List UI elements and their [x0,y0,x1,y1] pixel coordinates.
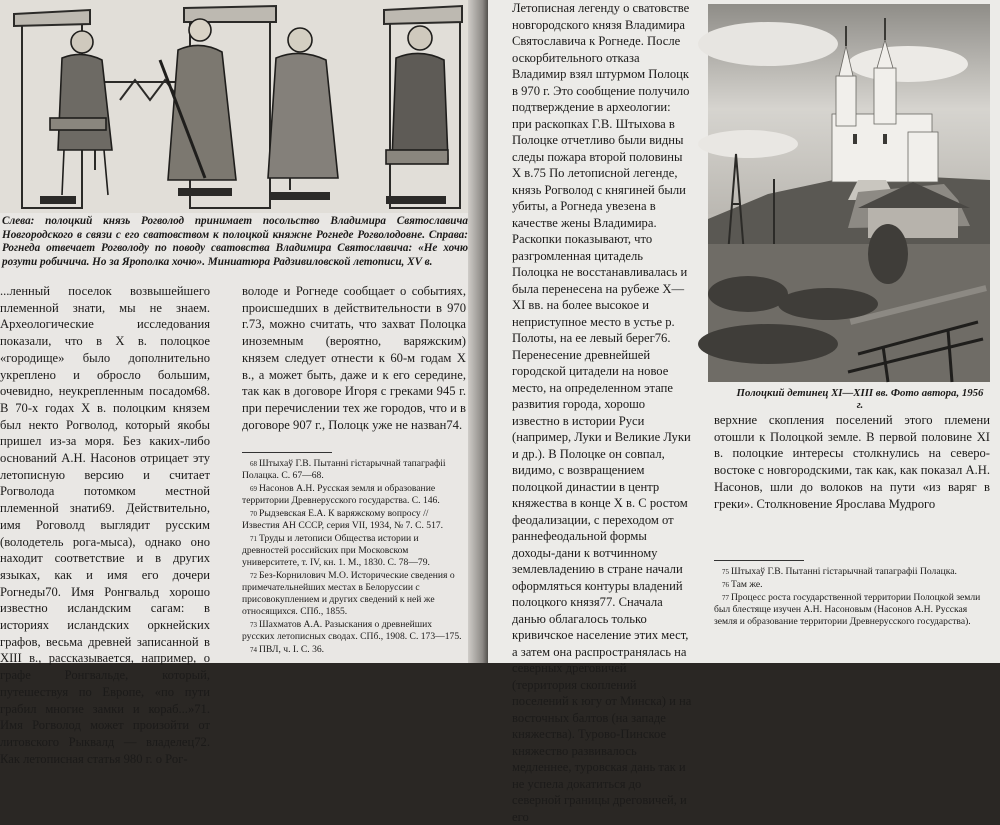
footnote: $^{77}$ Процесс роста государственной территории Полоцкой земли был блестяще изучен А.Н. Насоновым (Насонов А.Н. Русская земля и образование территории Древнерусского государства). [714,592,981,627]
footnote: $^{74}$ ПВЛ, ч. I. С. 36. [250,644,325,655]
left-column-text: ...ленный поселок возвышейшего племенной знати, мы не знаем. Археологические исследования показали, что в X в. полоцкое «городище» было дополнительно укреплено и обросло большим, очевидно, неукрепленным посадом68. В 70-х годах X в. полоцким князем был некто Рогволод, который якобы пришел из-за моря. Без каких-либо оснований А.Н. Насонов отрицает эту летописную версию и считает Рогволода потомком местной племенной знати69. Действительно, имя Роговолд выглядит русским (володетель рога-мыса), однако оно находит соответствие и в других языках, как и имя его дочери Рогнеды70. Имя Ронгвальд хорошо известно исландским сагам: в историях исландских оркнейских графов, весьма древней записанной в XIII в., рассказывается, например, о графе Ронгвальде, который, путешествуя по Европе, «по пути грабил многие замки и кораб...»71. Имя Рогволод может произойти от литовского Рыквалд — владелец72. Как летописная статья 980 г. о Рог- [0,284,210,766]
footnote: $^{73}$ Шахматов А.А. Разыскания о древнейших русских летописных сводах. СПб., 1908. С. 173—175. [242,619,462,642]
miniature-icon [0,0,470,213]
right-column-text: Летописная легенду о сватовстве новгородского князя Владимира Святославича к Рогнеде. После оскорбительного отказа Владимир взял штурмом Полоцк в 970 г. Это сообщение получило подтверждение в археологии: при раскопках Г.В. Штыхова в Полоцке отчетливо были видны следы пожара второй половины X в.75 По летописной легенде, князь Рогволод с княгиней были убиты, а Рогнеда увезена в качестве жены Владимира. Раскопки показывают, что разгромленная цитадель Полоцка не восстанавливалась и была перенесена на рубеже X—XI вв. на более высокое и неприступное место в устье р. Полоты, на ее левый берег76. Перенесение древнейшей городской цитадели на новое место, на определенном этапе развития города, хорошо известно в истории Руси (например, Луки и Великие Луки и др.). В Полоцке он совпал, видимо, с возвращением полоцкой династии в центр княжества в конце X в. С ростом феодализации, с переходом от раннефеодальной формы доходы-дани к вотчинному землевладению в стране начали оформляться контуры владений полоцкого князя77. Сначала данью облагалось только кривичское население этих мест, а затем она распространялась на северных дреговичей (территория скоплений поселений к югу от Минска) и на восточных балтов (на западе княжества). Турово-Пинское княжество развивалось медленнее, туровская дань так и не успела докатиться до северной границы дреговичей, и его [512,1,692,824]
footnote: $^{68}$ Штыхаў Г.В. Пытанні гістарычнай тапаграфіі Полацка. С. 67—68. [242,458,446,481]
footnote: $^{76}$ Там же. [722,579,763,590]
footnote: $^{69}$ Насонов А.Н. Русская земля и образование территории Древнерусского государства. С. 146. [242,483,440,506]
left-page [0,0,478,766]
footnote: $^{71}$ Труды и летописи Общества истории и древностей российских при Московском университете, т. IV, кн. 1. М., 1830. С. 78—79. [242,533,430,568]
footnote-rule [714,560,804,561]
footnote: $^{72}$ Без-Корнилович М.О. Исторические сведения о примечательнейших местах в Белоруссии с присовокуплением и других сведений к ней же относящихся. СПб., 1855. [242,570,455,617]
footnotes-right [714,566,990,629]
polotsk-photo [708,4,990,382]
footnote-rule [242,452,332,453]
radziwill-miniature-illustration [0,0,470,213]
right-lower-column-text: верхние скопления поселений этого племени отошли к Полоцкой земле. В первой половине XI в. полоцкие интересы столкнулись на северо-востоке с новгородскими, так как, как показал А.Н. Насонов, шли до волоков на пути «из варяг в греки». Столкновение Ярослава Мудрого [714,413,990,511]
middle-column-text: володе и Рогнеде сообщает о событиях, происшедших в действительности в 970 г.73, можно считать, что захват Полоцка иноземным (вероятно, варяжским) князем следует отнести к 60-м годам X в., а может быть, даже и к его середине, так как в договоре Игоря с греками 945 г. при перечислении тех же городов, что и в договоре 907 г., Полоцк уже не назван74. [242,284,466,432]
footnote: $^{75}$ Штыхаў Г.В. Пытанні гістарычнай тапаграфіі Полацка. [722,566,957,577]
miniature-caption: Слева: полоцкий князь Рогволод принимает посольство Владимира Святославича Новгородского в связи с его сватовством к полоцкой княжне Рогнеде Рогволодовне. Справа: Рогнеда отвечает Рогволоду по поводу сватовства Владимира Святославича: «Не хочю розути робичича. Но за Ярополка хочю». Миниатюра Радзивиловской летописи, XV в. [2,215,468,268]
photo-caption: Полоцкий детинец XI—XIII вв. Фото автора, 1956 г. [736,387,984,411]
footnote: $^{70}$ Рыдзевская Е.А. К варяжскому вопросу // Известия АН СССР, серия VII, 1934, № 7. С. 517. [242,508,444,531]
photo-icon [708,4,990,382]
right-page [488,0,1000,824]
footnotes-left [242,458,466,657]
